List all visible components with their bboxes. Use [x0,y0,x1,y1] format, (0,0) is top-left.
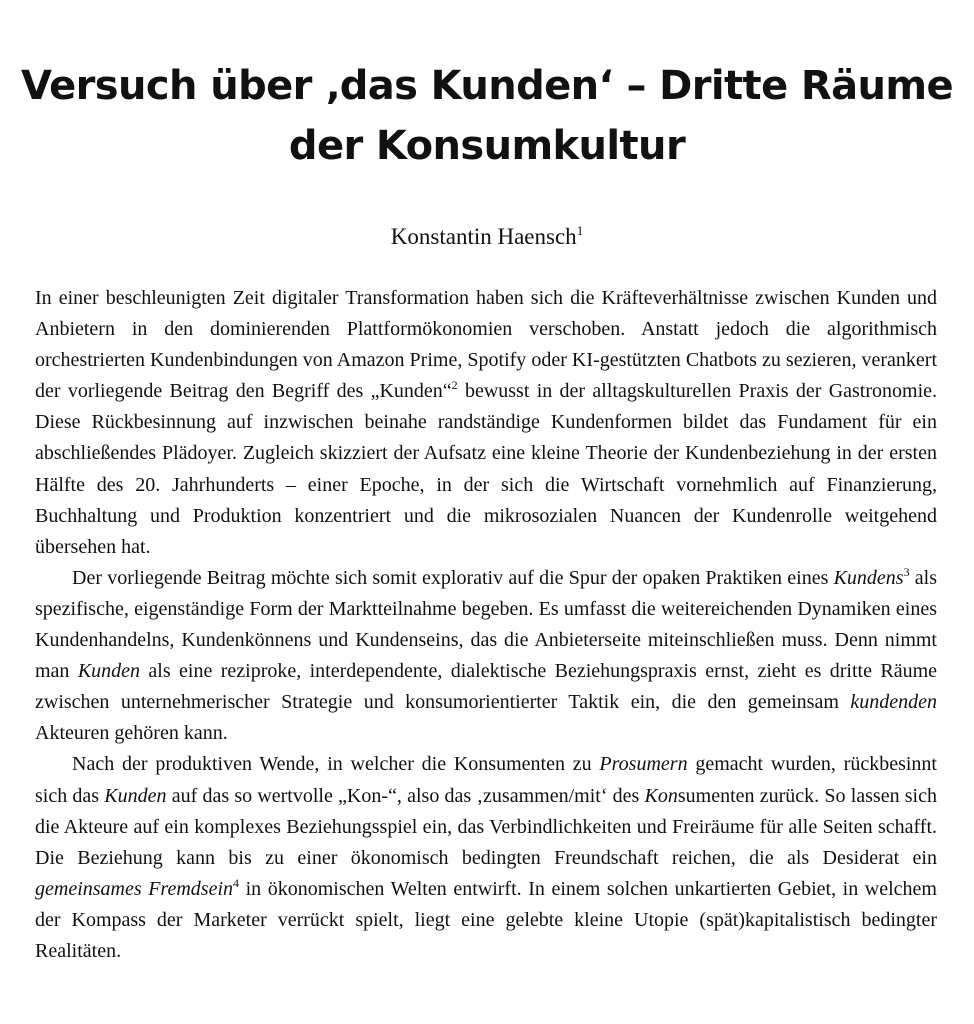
paragraph-2-emphasis-2: Kunden [77,660,141,683]
paragraph-3-text-e: in ökonomischen Welten entwirft. In einem solchen unkartierten Gebiet, in welchem der Kompass der Marketer verrückt spielt, liegt eine gelebte kleine Utopie (spät)kapitalistisch bedingter Realitäten. [35,877,937,962]
footnote-marker-3: 3 [903,564,910,579]
author-footnote-marker: 1 [576,223,584,238]
footnote-marker-2: 2 [451,378,458,393]
author-name: Konstantin Haensch [390,224,577,249]
paragraph-3-text-c: auf das so wertvolle „Kon-“, also das ‚zusammen/mit‘ des [166,784,645,807]
paragraph-1-text-b: bewusst in der alltagskulturellen Praxis der Gastronomie. Diese Rückbesinnung auf inzwischen beinahe randständige Kundenformen bildet das Fundament für ein abschließendes Plädoyer. Zugleich skizziert der Aufsatz eine kleine Theorie der Kundenbeziehung in der ersten Hälfte des 20. Jahrhunderts – einer Epoche, in der sich die Wirtschaft vornehmlich auf Finanzierung, Buchhaltung und Produktion konzentriert und die mikrosozialen Nuancen der Kundenrolle weitgehend übersehen hat. [35,380,938,558]
paragraph-1 [35,283,937,563]
paragraph-3-emphasis-1: Prosumern [599,753,688,776]
paragraph-3 [35,749,937,967]
paragraph-2 [35,563,937,750]
paragraph-2-text-d: Akteuren gehören kann. [35,722,228,745]
paragraph-2-text-b: als spezifische, eigenständige Form der Marktteilnahme begeben. Es umfasst die weitereichenden Dynamiken eines Kundenhandelns, Kundenkönnens und Kundenseins, das die Anbieterseite miteinschließen muss. Denn nimmt man [35,566,938,683]
paragraph-3-text-d: sumenten zurück. So lassen sich die Akteure auf ein komplexes Beziehungsspiel ein, das Verbindlichkeiten und Freiräume für alle Seiten schafft. Die Beziehung kann bis zu einer ökonomisch bedingten Freundschaft reichen, die als Desiderat ein [35,784,937,869]
footnote-marker-4: 4 [233,875,240,890]
article-title-line-1: Versuch über ‚das Kunden‘ – Dritte Räume [20,63,954,109]
paragraph-2-text-a: Der vorliegende Beitrag möchte sich somit explorativ auf die Spur der opaken Praktiken eines [72,566,834,589]
paragraph-3-text-a: Nach der produktiven Wende, in welcher die Konsumenten zu [72,753,600,776]
paragraph-3-emphasis-3: Kon [644,784,678,807]
article-title-line-2: der Konsumkultur [288,123,686,169]
paragraph-2-emphasis-3: kundenden [850,691,937,714]
paragraph-2-text-c: als eine reziproke, interdependente, dialektische Beziehungspraxis ernst, zieht es dritte Räume zwischen unternehmerischer Strategie und konsumorientierter Taktik ein, die den gemeinsam [35,660,938,714]
article-title [20,56,954,176]
abstract-body [35,283,937,967]
paragraph-3-emphasis-4: gemeinsames Fremdsein [35,877,234,900]
paragraph-3-emphasis-2: Kunden [104,784,167,807]
paragraph-2-emphasis-1: Kundens [833,566,904,589]
author-line [0,222,974,252]
paragraph-1-text-a: In einer beschleunigten Zeit digitaler Transformation haben sich die Kräfteverhältnisse zwischen Kunden und Anbietern in den dominierenden Plattformökonomien verschoben. Anstatt jedoch die algorithmisch orchestrierten Kundenbindungen von Amazon Prime, Spotify oder KI-gestützten Chatbots zu sezieren, verankert der vorliegende Beitrag den Begriff des „Kunden“ [35,287,937,403]
paragraph-3-text-b: gemacht wurden, rückbesinnt sich das [35,753,937,807]
